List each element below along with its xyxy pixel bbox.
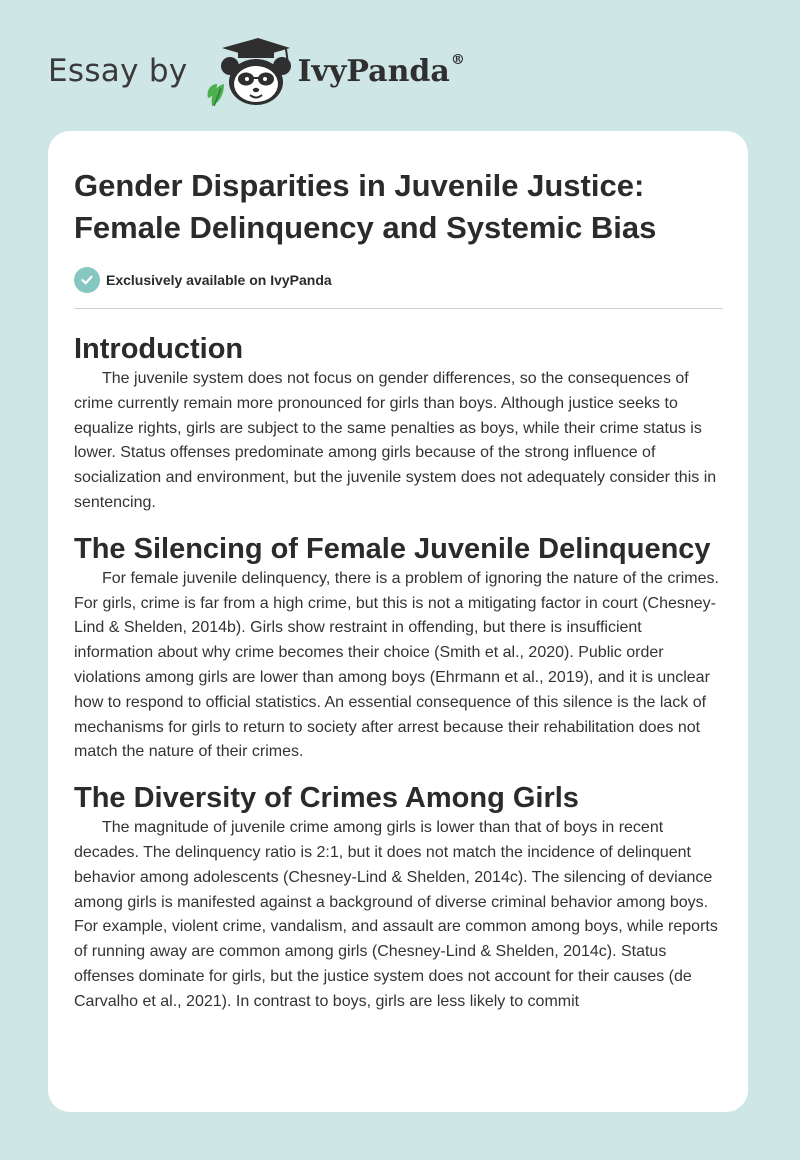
checkmark-icon — [74, 267, 100, 293]
section-heading-diversity: The Diversity of Crimes Among Girls — [74, 782, 579, 815]
panda-graduate-logo-icon[interactable] — [202, 34, 294, 108]
essay-by-label: Essay by — [48, 53, 188, 89]
essay-content — [74, 165, 723, 1015]
section-paragraph-silencing: For female juvenile delinquency, there is a problem of ignoring the nature of the crimes. For girls, crime is far from a high crime, but this is not a mitigating factor in court (Chesney-Lind & Shelden, 2014b). Girls show restraint in offending, but there is insufficient information about why crime becomes their choice (Smith et al., 2020). Public order violations among girls are lower than among boys (Ehrmann et al., 2019), and it is unclear how to respond to official statistics. An essential consequence of this silence is the lack of mechanisms for girls to return to society after arrest because their rehabilitation does not match the nature of their crimes. — [74, 569, 719, 761]
exclusive-label: Exclusively available on IvyPanda — [106, 272, 332, 288]
divider — [74, 308, 723, 309]
brand-name[interactable] — [297, 51, 465, 89]
section-heading-introduction: Introduction — [74, 333, 244, 365]
section-paragraph-diversity: The magnitude of juvenile crime among girls is lower than that of boys in recent decades. The delinquency ratio is 2:1, but it does not match the incidence of delinquent behavior among adolescents (Chesney-Lind & Shelden, 2014c). The silencing of deviance among girls is manifested against a background of diverse criminal behavior among boys. For example, violent crime, vandalism, and assault are common among boys, while reports of running away are common among girls (Chesney-Lind & Shelden, 2014c). Status offenses dominate for girls, but the justice system does not account for their causes (de Carvalho et al., 2021). In contrast to boys, girls are less likely to commit — [74, 819, 718, 1010]
exclusive-badge — [74, 266, 723, 294]
essay-title: Gender Disparities in Juvenile Justice: Female Delinquency and Systemic Bias — [74, 168, 657, 245]
section-heading-silencing: The Silencing of Female Juvenile Delinquency — [74, 532, 711, 565]
brand-text: IvyPanda — [297, 53, 450, 89]
site-header — [48, 34, 465, 108]
section-paragraph-introduction: The juvenile system does not focus on gender differences, so the consequences of crime currently remain more pronounced for girls than boys. Although justice seeks to equalize rights, girls are subject to the same penalties as boys, while their crime status is lower. Status offenses predominate among girls because of the strong influence of socialization and environment, but the juvenile system does not adequately consider this in sentencing. — [74, 370, 717, 511]
registered-mark: ® — [450, 51, 465, 68]
essay-card — [48, 131, 748, 1112]
